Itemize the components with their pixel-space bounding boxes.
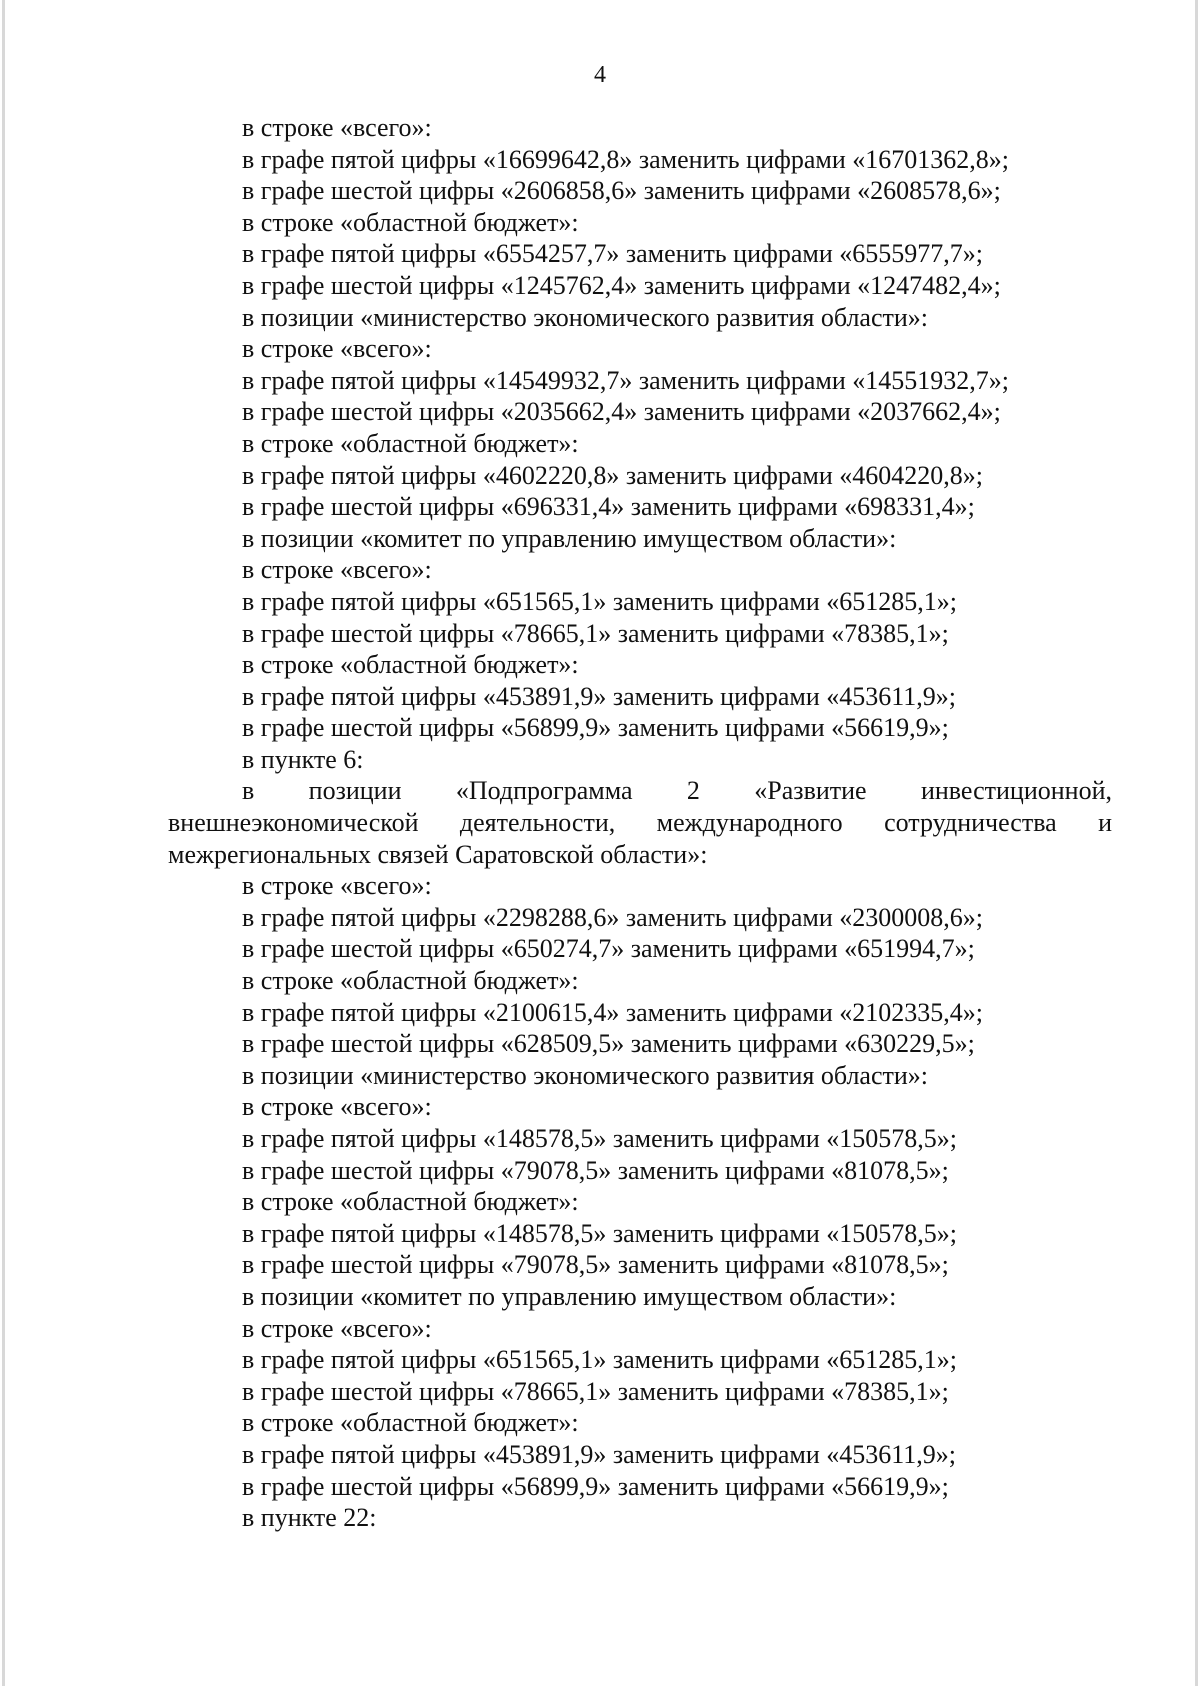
amendment-line: в строке «областной бюджет»: (242, 428, 579, 458)
amendment-line: в позиции «комитет по управлению имуществом области»: (242, 523, 897, 553)
amendment-line: в строке «всего»: (242, 113, 432, 142)
amendment-line: в графе шестой цифры «79078,5» заменить цифрами «81078,5»; (242, 1155, 949, 1185)
amendment-line: в графе пятой цифры «2298288,6» заменить цифрами «2300008,6»; (242, 902, 983, 932)
amendment-line: в графе шестой цифры «2606858,6» заменить цифрами «2608578,6»; (242, 176, 1001, 206)
subprogram-paragraph (0, 775, 1112, 870)
amendment-line: в графе пятой цифры «453891,9» заменить цифрами «453611,9»; (242, 681, 957, 711)
amendment-line: в строке «областной бюджет»: (242, 1187, 579, 1217)
amendment-line: в графе пятой цифры «148578,5» заменить цифрами «150578,5»; (242, 1218, 957, 1248)
amendment-line: в пункте 22: (242, 1503, 377, 1533)
amendment-line: в строке «всего»: (242, 1313, 432, 1343)
page-number: 4 (594, 62, 606, 88)
amendment-line: в позиции «министерство экономического развития области»: (242, 1060, 929, 1090)
amendment-line: в графе шестой цифры «56899,9» заменить цифрами «56619,9»; (242, 1471, 949, 1501)
amendment-line: в строке «всего»: (242, 334, 432, 364)
amendment-line: в строке «всего»: (242, 1092, 432, 1122)
amendment-line: в графе шестой цифры «78665,1» заменить цифрами «78385,1»; (242, 618, 949, 648)
amendment-line: в графе пятой цифры «651565,1» заменить цифрами «651285,1»; (242, 1345, 957, 1375)
amendment-line: в графе пятой цифры «651565,1» заменить цифрами «651285,1»; (242, 586, 957, 616)
amendment-line: в графе пятой цифры «4602220,8» заменить цифрами «4604220,8»; (242, 460, 983, 490)
amendment-line: в строке «областной бюджет»: (242, 650, 579, 680)
amendment-line: в графе пятой цифры «6554257,7» заменить цифрами «6555977,7»; (242, 239, 983, 269)
amendment-line: в графе шестой цифры «628509,5» заменить цифрами «630229,5»; (242, 1029, 975, 1059)
amendment-line: в графе пятой цифры «453891,9» заменить цифрами «453611,9»; (242, 1439, 957, 1469)
amendment-line: в графе шестой цифры «79078,5» заменить цифрами «81078,5»; (242, 1250, 949, 1280)
document-body (0, 112, 1200, 1534)
amendment-line: в графе шестой цифры «78665,1» заменить цифрами «78385,1»; (242, 1376, 949, 1406)
amendment-line: в графе шестой цифры «2035662,4» заменить цифрами «2037662,4»; (242, 397, 1001, 427)
amendment-line: в графе пятой цифры «2100615,4» заменить цифрами «2102335,4»; (242, 997, 983, 1027)
amendment-line: в графе шестой цифры «696331,4» заменить цифрами «698331,4»; (242, 492, 975, 522)
amendment-line: в позиции «комитет по управлению имуществом области»: (242, 1281, 897, 1311)
amendment-line: в графе пятой цифры «14549932,7» заменить цифрами «14551932,7»; (242, 365, 1009, 395)
amendment-line: в графе пятой цифры «16699642,8» заменить цифрами «16701362,8»; (242, 144, 1009, 174)
amendment-line: в графе шестой цифры «1245762,4» заменить цифрами «1247482,4»; (242, 270, 1001, 300)
amendment-line: в строке «всего»: (242, 555, 432, 585)
amendment-line: в графе шестой цифры «650274,7» заменить цифрами «651994,7»; (242, 934, 975, 964)
amendment-line: в графе шестой цифры «56899,9» заменить цифрами «56619,9»; (242, 713, 949, 743)
amendment-line: в позиции «министерство экономического развития области»: (242, 302, 929, 332)
amendment-line: в строке «всего»: (242, 871, 432, 901)
subprogram-paragraph-text: в позиции «Подпрограмма 2 «Развитие инвестиционной, внешнеэкономической деятельности, международного сотрудничества и межрегиональных связей Саратовской области»: (168, 776, 1112, 869)
amendment-line: в пункте 6: (242, 744, 364, 774)
amendments-block-1 (0, 112, 1200, 775)
amendment-line: в строке «областной бюджет»: (242, 966, 579, 996)
amendment-line: в графе пятой цифры «148578,5» заменить цифрами «150578,5»; (242, 1124, 957, 1153)
amendment-line: в строке «областной бюджет»: (242, 1408, 579, 1438)
amendment-line: в строке «областной бюджет»: (242, 207, 579, 237)
amendments-block-2 (0, 870, 1200, 1533)
